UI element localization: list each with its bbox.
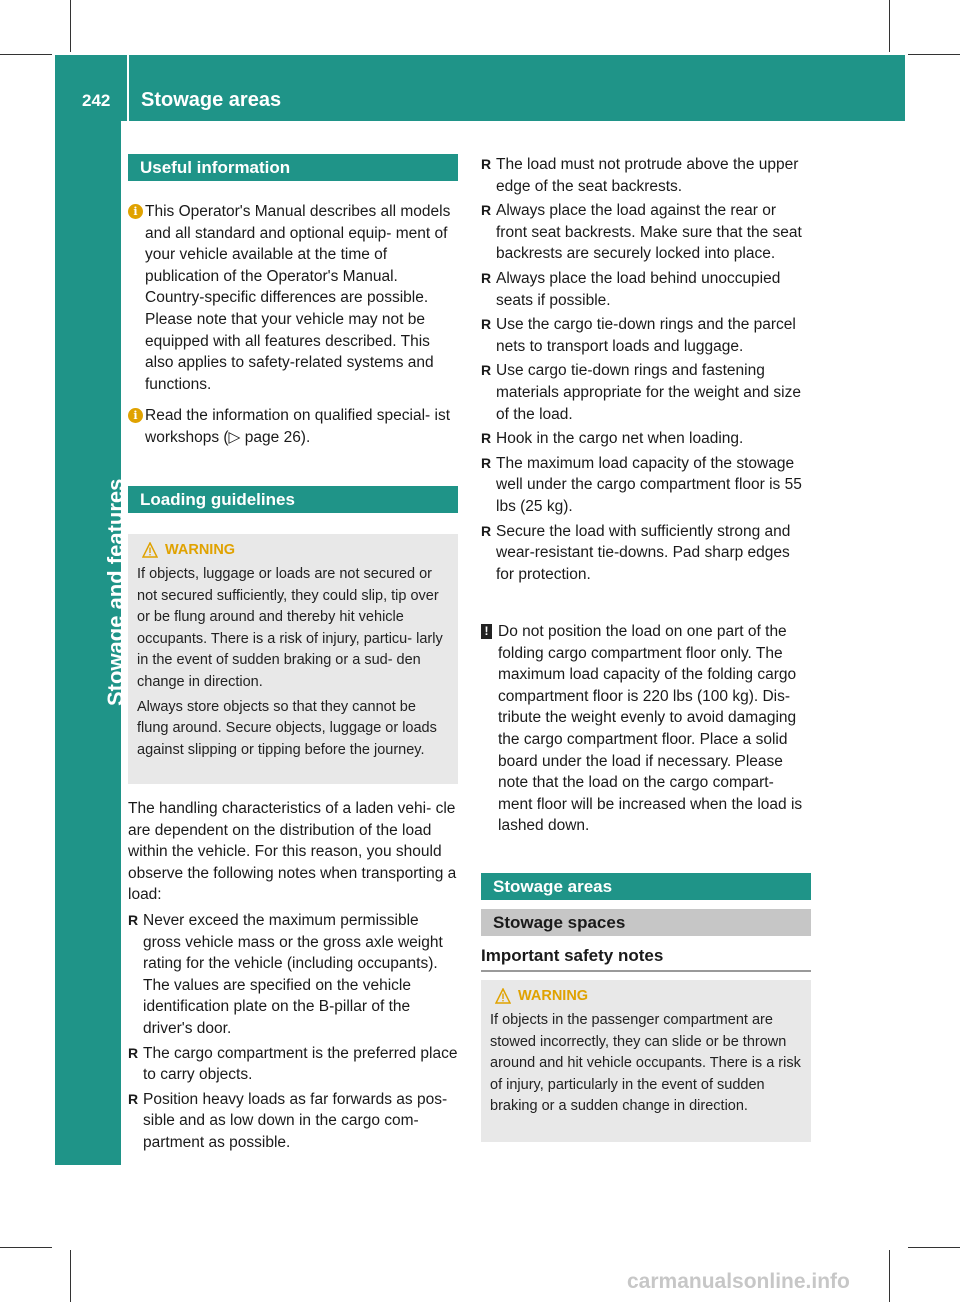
list-item: R The load must not protrude above the upper edge of the seat backrests.	[481, 154, 811, 197]
warning-body	[490, 1010, 801, 1118]
page-number: 242	[82, 91, 111, 110]
header-divider	[127, 55, 129, 121]
crop-mark	[908, 1247, 960, 1248]
crop-mark	[70, 1250, 71, 1302]
section-heading-stowage-areas: Stowage areas	[481, 873, 811, 900]
warning-text: Always store objects so that they cannot be flung around. Secure objects, luggage or loads against slipping or tipping before the journey.	[137, 698, 437, 758]
info-icon: i	[128, 408, 143, 423]
list-item: R The cargo compartment is the preferred place to carry objects.	[128, 1043, 458, 1086]
warning-header	[490, 988, 801, 1004]
list-item: R Always place the load behind unoccupied seats if possible.	[481, 268, 811, 311]
info-note-text: This Operator's Manual describes all models and all standard and optional equip- ment of your vehicle available at the time of publication of the Operator's Manual. Country-specific differences are possible. Please note that your vehicle may not be equipped with all features described. This also applies to safety-related systems and functions.	[145, 203, 451, 393]
info-icon: i	[128, 204, 143, 219]
info-note-text: Read the information on qualified special- ist workshops (▷ page 26).	[145, 407, 451, 446]
chapter-label: Stowage and features	[103, 478, 128, 706]
caution-note-text: Do not position the load on one part of the folding cargo compartment floor only. The maximum load capacity of the folding cargo compartment floor is 220 lbs (100 kg). Dis- tribute the weight evenly to avoid damaging the cargo compartment floor. Place a solid board under the load if necessary. Please note that the load on the cargo compart- ment floor will be increased when the load is lashed down.	[498, 623, 803, 835]
section-heading-useful-information: Useful information	[128, 154, 458, 181]
loading-bullet-list	[481, 154, 811, 585]
list-item: R Use the cargo tie-down rings and the parcel nets to transport loads and luggage.	[481, 314, 811, 357]
intro-paragraph: The handling characteristics of a laden vehi- cle are dependent on the distribution of the load within the vehicle. For this reason, you should observe the following notes when transporting a load:	[128, 800, 457, 904]
list-item: R Always place the load against the rear or front seat backrests. Make sure that the seat backrests are securely locked into place.	[481, 200, 811, 265]
loading-bullet-list	[128, 910, 458, 1154]
list-item: R Position heavy loads as far forwards as pos- sible and as low down in the cargo com- partment as possible.	[128, 1089, 458, 1154]
info-note	[128, 405, 460, 448]
chapter-side-tab	[55, 121, 128, 1165]
subsection-heading-stowage-spaces: Stowage spaces	[481, 909, 811, 936]
crop-mark	[0, 1247, 52, 1248]
crop-mark	[70, 0, 71, 52]
list-item: R Use cargo tie-down rings and fastening materials appropriate for the weight and size of the load.	[481, 360, 811, 425]
list-item: R The maximum load capacity of the stowage well under the cargo compartment floor is 55 lbs (25 kg).	[481, 453, 811, 518]
warning-triangle-icon	[495, 988, 511, 1004]
heading-rule	[481, 970, 811, 972]
page-header	[55, 55, 905, 121]
warning-label: WARNING	[165, 542, 236, 558]
info-note	[128, 201, 460, 395]
exclamation-icon: !	[481, 624, 492, 639]
caution-note	[481, 621, 811, 837]
warning-header	[137, 542, 448, 558]
warning-text: If objects, luggage or loads are not secured or not secured sufficiently, they could slip, tip over or be flung around and thereby hit vehicle occupants. There is a risk of injury, particu- larly in the event of sudden braking or a sud- den change in direction.	[137, 566, 443, 690]
list-item: R Hook in the cargo net when loading.	[481, 428, 811, 450]
crop-mark	[908, 54, 960, 55]
section-heading-loading-guidelines: Loading guidelines	[128, 486, 458, 513]
list-item: R Never exceed the maximum permissible gross vehicle mass or the gross axle weight rating for the vehicle (including occupants). The values are specified on the vehicle identification plate on the B-pillar of the driver's door.	[128, 910, 458, 1040]
right-column-text	[481, 154, 811, 588]
crop-mark	[889, 1250, 890, 1302]
warning-label: WARNING	[518, 988, 589, 1004]
crop-mark	[889, 0, 890, 52]
list-item: R Secure the load with sufficiently strong and wear-resistant tie-downs. Pad sharp edges for protection.	[481, 521, 811, 586]
warning-text: If objects in the passenger compartment are stowed incorrectly, they can slide or be thrown around and hit vehicle occupants. There is a risk of injury, particularly in the event of sudden braking or a sudden change in direction.	[490, 1012, 801, 1115]
warning-body	[137, 564, 448, 761]
safety-notes-heading: Important safety notes	[481, 946, 664, 965]
page-title: Stowage areas	[141, 89, 282, 111]
warning-triangle-icon	[142, 542, 158, 558]
warning-box	[128, 534, 458, 784]
crop-mark	[0, 54, 52, 55]
watermark-text: carmanualsonline.info	[627, 1270, 850, 1293]
loading-intro	[128, 798, 458, 1157]
warning-box	[481, 980, 811, 1142]
